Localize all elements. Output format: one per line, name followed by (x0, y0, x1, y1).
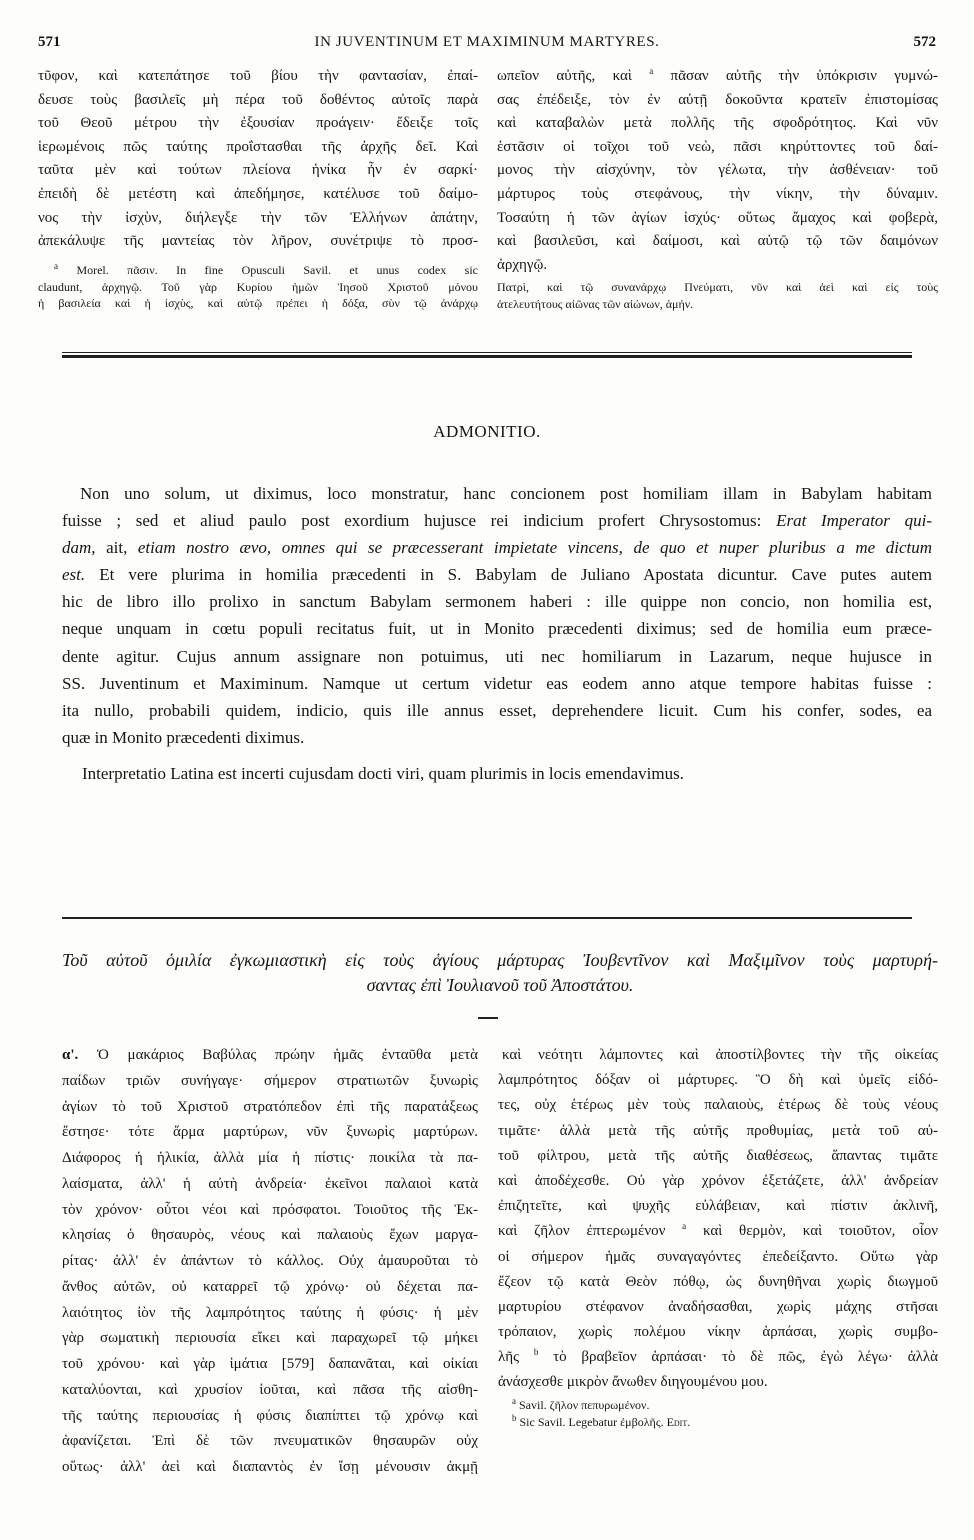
quotation-text: est. (62, 565, 86, 585)
text-line: ἑστᾶσιν οἱ τοῖχοι τοῦ νεὼ, πᾶσι κηρύττοντες τοῦ δαί- (497, 138, 938, 155)
footnote-marker: a (682, 1221, 687, 1232)
line-text: ωπεῖον αὐτῆς, καὶ (497, 68, 632, 84)
text-line: ἀπεκάλυψε τῆς μαντείας τὸν λῆρον, συνέτριψε τὸ προσ- (38, 233, 478, 250)
footnote-text: Sic Savil. Legebatur ἐμβολῆς. (519, 1415, 664, 1429)
text-line: τῆς ταύτης περιουσίας ἡ φύσις διαπίπτει τῷ χρόνῳ καὶ (62, 1407, 478, 1424)
footnote-line (512, 1414, 932, 1431)
text-line: γὰρ σωματικὴ περιουσία εἴκει καὶ παραχωρεῖ τῷ μήκει (62, 1330, 478, 1347)
footnote-line (38, 262, 478, 279)
quotation-text: dam, (62, 538, 96, 558)
text-line: λαίσματα, ἀλλ' ἡ αὐτὴ ἀνδρεία· ἐκεῖνοι παλαιοὶ κατὰ (62, 1175, 478, 1192)
greek-column-top-right (497, 65, 938, 277)
text-line: dente agitur. Cujus annum assignare non potuimus, uti nec homiliarum in Lazarum, neque hujusce in (62, 646, 932, 666)
text-line: λαιότητος ἰὸν τῆς λαμπρότητος ταύτης ἡ φύσις· ἡ μὲν (62, 1304, 478, 1321)
text-line: ἀφανίζεται. Ἐπὶ δὲ τῶν πνευματικῶν θησαυρῶν οὐχ (62, 1433, 478, 1450)
title-line: σαντας ἐπὶ Ἰουλιανοῦ τοῦ Ἀποστάτου. (366, 975, 634, 995)
text-line: παίδων τριῶν συνήγαγε· σήμερον στρατιωτῶν ξυνωρὶς (62, 1072, 478, 1089)
footnote-line (512, 1397, 932, 1414)
footnote-marker: a (512, 1396, 516, 1406)
line-text: fuisse ; sed et aliud paulo post exordium hujusce rei indicium profert Chrysostomus: (62, 511, 762, 531)
section-heading: ADMONITIO. (433, 422, 541, 441)
text-line: τοῦ φίλτρου, μετὰ τῆς αὐτῆς διαθέσεως, ἅπαντας τιμᾶτε (498, 1147, 938, 1164)
text-line (62, 561, 932, 588)
text-line: τῦφον, καὶ κατεπάτησε τοῦ βίου τὴν φαντασίαν, ἐπαί- (38, 68, 478, 84)
greek-column-bottom-left (62, 1043, 478, 1481)
text-line: ita nullo, probabili quidem, indicio, quis ille annus esset, deprehendere licuit. Cum his confer, sodes, ea (62, 700, 932, 720)
text-line: τιμᾶτε· ἀλλὰ μετὰ τῆς αὐτῆς προθυμίας, μετὰ τοῦ αὐ- (498, 1122, 938, 1139)
text-line: ἔζεον τῷ κατὰ Θεὸν πόθῳ, ὡς δυνηθῆναι χωρὶς διωγμοῦ (498, 1273, 938, 1290)
text-line (498, 1345, 938, 1370)
text-line: κλησίας ὁ θησαυρὸς, νέους καὶ παλαιοὺς ἔχων μαργα- (62, 1227, 478, 1244)
text-line: SS. Juventinum et Maximinum. Namque ut certum videtur eas eodem anno atque tempore habitas fuisse : (62, 673, 932, 693)
text-line: neque unquam in cœtu populi recitatus fuit, ut in Monito præcedenti diximus; sed de homilia eum præce- (62, 619, 932, 639)
text-line: Τοσαύτη ἡ τῶν ἁγίων ἰσχύς· οὕτως ἄμαχος καὶ φοβερὰ, (497, 209, 938, 226)
text-line: ἄνθος αὐτῶν, οὐ καταρρεῖ τῷ χρόνῳ· οὐ δέχεται πα- (62, 1278, 478, 1295)
text-line: ἀνάσχεσθε μικρὸν ἄνωθεν διηγουμένου μου. (498, 1374, 768, 1391)
footnote-marker: b (533, 1347, 539, 1358)
text-line: μάρτυρος τοὺς στεφάνους, τὴν νίκην, τὴν δύναμιν. (497, 185, 938, 202)
footnote-line: ἀτελευτήτους αἰῶνας τῶν αἰώνων, ἀμήν. (497, 296, 694, 311)
admonitio-paragraph (62, 480, 932, 787)
text-line (62, 1043, 478, 1069)
text-line: τοῦ χρόνου· καὶ γὰρ ἱμάτια [579] δαπανᾶται, καὶ οἰκίαι (62, 1356, 478, 1372)
text-line: ἱερωμένοις πῶς ταύτης προΐστασθαι τῆς ἀρχῆς δεῖ. Καὶ (38, 138, 478, 155)
line-text: λῆς (498, 1349, 520, 1366)
text-line: Non uno solum, ut diximus, loco monstratur, hanc concionem post homiliam illam in Babylam habitam (80, 484, 932, 503)
text-line: καὶ ἀποδέχεσθε. Οὐ γὰρ χρόνον ἐξετάζετε, ἀλλ' ἀνδρείαν (498, 1172, 938, 1189)
line-text: καὶ θερμὸν, καὶ τοιοῦτον, οἷον (702, 1223, 939, 1240)
line-text: τὸ βραβεῖον ἁρπάσαι· τὸ δὲ πῶς, ἐγὼ λέγω· ἀλλὰ (553, 1349, 939, 1366)
text-line (497, 65, 938, 89)
title-line: Τοῦ αὐτοῦ ὁμιλία ἐγκωμιαστικὴ εἰς τοὺς ἁγίους μάρτυρας Ἰουβεντῖνον καὶ Μαξιμῖνον τοὺς μαρτυρή- (62, 950, 938, 970)
text-line: τρόπαιον, χωρὶς πολέμου νίκην ἁρπάσαι, χωρὶς συμβο- (498, 1324, 938, 1341)
line-text: πᾶσαν αὐτῆς τὴν ὑπόκρισιν γυμνώ- (670, 68, 938, 84)
line-text: Et vere plurima in homilia præcedenti in S. Babylam de Juliano Apostata dicuntur. Cave putes autem (99, 565, 933, 585)
text-line: οἱ σήμερον ἡμᾶς συναγαγόντες ἐπεδείξαντο. Οὕτω γὰρ (498, 1248, 938, 1265)
page-number-right: 572 (913, 34, 936, 50)
text-line: καὶ καταβαλὼν μετὰ πολλῆς τῆς σφοδρότητος. Καὶ νῦν (497, 115, 938, 132)
quotation-text: Erat Imperator qui- (776, 511, 932, 531)
text-line: οὕτως· ἀλλ' ἀεὶ καὶ διαπαντὸς ἐν ἴσῃ μένουσιν ἀκμῇ (62, 1459, 478, 1475)
footnote-top-left (38, 262, 478, 312)
text-line: ἀρχηγῷ. (497, 256, 548, 273)
footnote-marker: a (54, 261, 58, 271)
line-text: καὶ ζῆλον ἐπτερωμένον (498, 1223, 666, 1240)
text-line (62, 534, 932, 561)
footnote-line: Πατρὶ, καὶ τῷ συνανάρχῳ Πνεύματι, νῦν καὶ ἀεὶ καὶ εἰς τοὺς (497, 280, 938, 294)
text-line: ἔστησε· τότε ἅρμα μαρτύρων, νῦν ξυνωρὶς μαρτύρων. (62, 1124, 478, 1141)
footnotes-bottom (512, 1397, 932, 1431)
section-number: α'. (62, 1047, 79, 1063)
text-line: μαρτυρίου στέφανον ἀναδήσασθαι, χωρὶς μάχης στῆσαι (498, 1298, 938, 1315)
footnote-line: claudunt, ἀρχηγῷ. Τοῦ γὰρ Κυρίου ἡμῶν Ἰησοῦ Χριστοῦ μόνου (38, 279, 478, 294)
text-line: καὶ νεότητι λάμποντες καὶ ἀποστίλβοντες τὴν τῆς οἰκείας (502, 1047, 938, 1063)
text-line: νος τὴν ἰσχὺν, διήλεγξε τὴν τῶν Ἑλλήνων ἀπάτην, (38, 209, 478, 226)
text-line: δευσε τοὺς βασιλεῖς μὴ πέρα τοῦ δοθέντος αὐτοῖς παρὰ (38, 91, 478, 108)
text-line: μονος τὴν αἰσχύνην, τὸν γέλωτα, τὴν ἀσθένειαν· τοῦ (497, 162, 938, 179)
text-line: ἁγίων τὸ τοῦ Χριστοῦ στρατόπεδον ἐπὶ τῆς παρατάξεως (62, 1098, 478, 1115)
text-line: καὶ βασιλεῦσι, καὶ δαίμοσι, καὶ αὐτῷ τῷ τῶν δαιμόνων (497, 233, 938, 250)
line-text: ait, (106, 538, 128, 558)
text-line (498, 1219, 938, 1244)
text-line: καταλύονται, καὶ χρυσίον ἰοῦται, καὶ πᾶσα τῆς αἰσθη- (62, 1381, 478, 1398)
text-line: λαμπρότητος δόξαν οἱ μάρτυρες. Ὃ δὴ καὶ ὑμεῖς εἰδό- (498, 1072, 938, 1089)
double-rule (62, 352, 912, 358)
editor-sign: Edit. (666, 1415, 691, 1429)
short-dash (478, 1017, 498, 1019)
homily-title (62, 948, 938, 998)
text-line: ρίτας· ἀλλ' ἐν ἁπάντων τὸ κάλλος. Οὐχ ἀμαυροῦται τὸ (62, 1253, 478, 1269)
running-title: IN JUVENTINUM ET MAXIMINUM MARTYRES. (314, 34, 660, 50)
greek-column-bottom-right (498, 1043, 938, 1396)
text-line (62, 507, 932, 534)
text-line: Interpretatio Latina est incerti cujusdam docti viri, quam plurimis in locis emendavimus. (82, 763, 684, 783)
footnote-text: Morel. πᾶσιν. In fine Opusculi Savil. et unus codex sic (76, 263, 479, 277)
greek-column-top-left (38, 65, 478, 254)
line-text: Ὁ μακάριος Βαβύλας πρώην ἡμᾶς ἐνταῦθα μετὰ (96, 1047, 478, 1063)
text-line: τες, οὐχ ἑτέρως μὲν τοὺς παλαιοὺς, ἑτέρως δὲ τοὺς νέους (498, 1097, 938, 1114)
text-line: Διάφορος ἡ ἡλικία, ἀλλὰ μία ἡ πίστις· ποικίλα τὰ πα- (62, 1150, 478, 1166)
footnote-top-right (497, 279, 938, 312)
text-line: quæ in Monito præcedenti diximus. (62, 727, 305, 747)
page-number-left: 571 (38, 34, 61, 50)
text-line: ταῦτα μὲν καὶ τούτων πλείονα ἡνίκα ἦν ἐν σαρκί· (38, 162, 478, 179)
text-line: τοῦ Θεοῦ μέτρου τὴν ἐξουσίαν προάγειν· ἔδειξε τοῖς (38, 115, 478, 132)
text-line: ἐπειδὴ δὲ μετέστη καὶ ἀπεδήμησε, κατέλυσε τοῦ δαίμο- (38, 185, 478, 202)
text-line: σας ἐπέδειξε, τὸν ἐν αὐτῇ δοκοῦντα κρατεῖν ἐπιστομίσας (497, 91, 938, 108)
text-line: τὸν χρόνον· οὗτοι νέοι καὶ πρόσφατοι. Τοιοῦτος τῆς Ἐκ- (62, 1201, 478, 1218)
text-line: hic de libro illo prolixo in sanctum Babylam sermonem haberi : ille quippe non concio, non homilia est, (62, 592, 932, 612)
footnote-marker: a (649, 66, 654, 76)
quotation-text: etiam nostro ævo, omnes qui se præcesserant impietate vincens, de quo et nuper pluribus a me dictum (137, 538, 932, 558)
text-line: ἐπιζητεῖτε, καὶ ψυχῆς εὐλάβειαν, καὶ πίστιν ἀκλινῆ, (498, 1198, 938, 1215)
footnote-line: ἡ βασιλεία καὶ ἡ ἰσχὺς, καὶ αὐτῷ πρέπει ἡ δόξα, σὺν τῷ ἀνάρχῳ (38, 296, 478, 310)
footnote-text: Savil. ζῆλον πεπυρωμένον. (519, 1398, 650, 1412)
footnote-marker: b (512, 1413, 517, 1423)
horizontal-rule (62, 917, 912, 919)
